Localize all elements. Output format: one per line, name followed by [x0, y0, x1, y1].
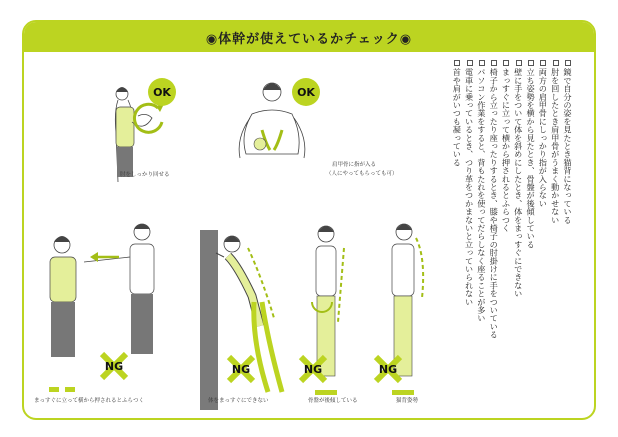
ng-badge-2: [229, 357, 253, 381]
checklist-item: まっすぐに立って横から押されるとふらつく: [500, 60, 512, 390]
check-card: [22, 20, 596, 420]
svg-text:NG: NG: [378, 363, 398, 376]
checklist: [451, 60, 574, 390]
page-title: ◉体幹が使えているかチェック◉: [205, 31, 413, 47]
ok-badge-1: [148, 78, 176, 106]
checklist-item: 鏡で自分の姿を見たとき猫背になっている: [562, 60, 574, 390]
checkbox-icon: [503, 60, 509, 66]
checkbox-icon: [454, 60, 460, 66]
checklist-item: 壁に手をついて体を斜めにしたとき、体をまっすぐにできない: [512, 60, 524, 390]
checkbox-icon: [565, 60, 571, 66]
caption-pelvis-back: 骨盤が後傾している: [308, 398, 358, 404]
svg-text:NG: NG: [231, 363, 251, 376]
figure-wall-plank: [200, 230, 282, 410]
figure-push-stagger: [49, 224, 154, 392]
checkbox-icon: [467, 60, 473, 66]
ng-badge-3: [301, 357, 325, 381]
checkbox-icon: [479, 60, 485, 66]
ng-badge-4: [376, 357, 400, 381]
checkbox-icon: [528, 60, 534, 66]
title-bar: [24, 22, 594, 52]
ok-badge-2: [292, 78, 320, 106]
checkbox-icon: [516, 60, 522, 66]
svg-text:OK: OK: [153, 86, 171, 99]
caption-push-stagger: まっすぐに立って横から押されるとふらつく: [34, 398, 144, 404]
checklist-item: 電車に乗っているとき、つり革をつかまないと立っていられない: [463, 60, 475, 390]
checklist-item: 肘を回したとき肩甲骨がうまく動かせない: [549, 60, 561, 390]
caption-scapula-note: （人にやってもらっても可）: [326, 171, 398, 177]
checkbox-icon: [491, 60, 497, 66]
caption-wall-plank: 体をまっすぐにできない: [208, 398, 269, 404]
svg-text:NG: NG: [303, 363, 323, 376]
ng-badge-1: [102, 354, 126, 378]
illustration-panel: [24, 52, 434, 418]
checklist-item: 椅子から立ったり座ったりするとき、膝や椅子の肘掛けに手をついている: [488, 60, 500, 390]
checklist-item: 両方の肩甲骨にしっかり指が入らない: [537, 60, 549, 390]
checkbox-icon: [540, 60, 546, 66]
checklist-item: パソコン作業をすると、背もたれを使ってだらしなく座ることが多い: [476, 60, 488, 390]
caption-scapula-finger: 肩甲骨に指が入る: [332, 162, 377, 168]
caption-shoulder-rotate: 肘をしっかり回せる: [120, 172, 170, 178]
checklist-item: 立ち姿勢を横から見たとき、骨盤が後傾している: [525, 60, 537, 390]
svg-text:OK: OK: [297, 86, 315, 99]
checklist-item: 首や肩がいつも凝っている: [451, 60, 463, 390]
caption-slouch: 猫背姿勢: [396, 398, 419, 404]
svg-text:NG: NG: [104, 360, 124, 373]
checkbox-icon: [553, 60, 559, 66]
